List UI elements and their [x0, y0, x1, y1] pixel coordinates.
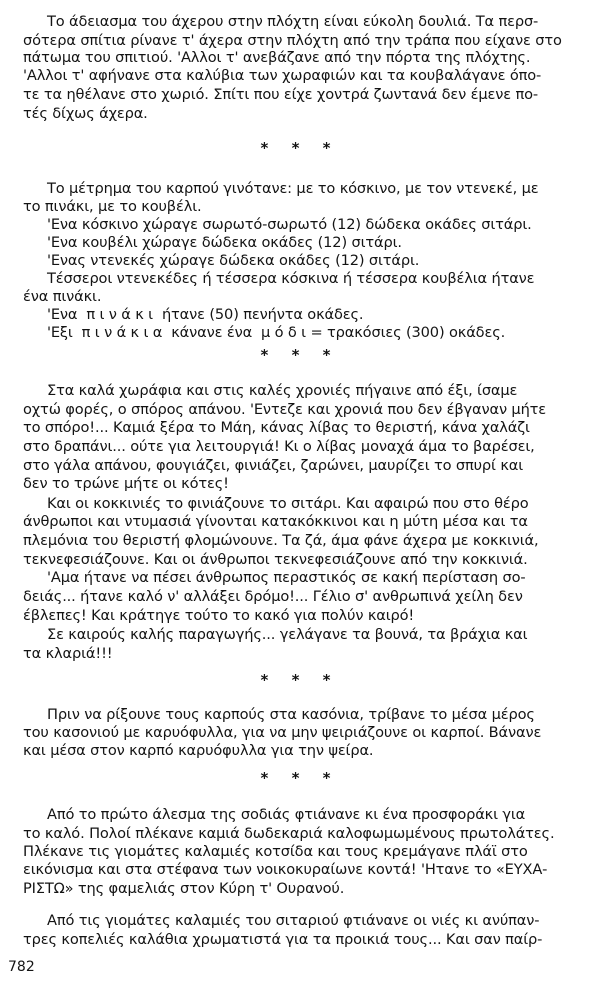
text-line: έβλεπες! Και κράτηγε τούτο το κακό για πολύν καιρό!	[23, 607, 415, 624]
section-separator: * * *	[260, 671, 340, 689]
text-line: στο δραπάνι... ούτε για λειτουργιά! Κι ο λίβας μοναχά άμα το βαρέσει,	[23, 438, 535, 455]
text-line: του κασονιού με καρυόφυλλα, για να μην ψειριάζουνε οι καρποί. Βάνανε	[23, 724, 542, 741]
text-line: Και οι κοκκινιές το φινιάζουνε το σιτάρι. Και αφαιρώ που στο θέρο	[47, 495, 529, 512]
text-line: 'Αλλοι τ' αφήνανε στα καλύβια των χωραφιών και τα κουβαλάγανε όπο-	[23, 67, 542, 84]
text-line: το πινάκι, με το κουβέλι.	[23, 198, 202, 215]
text-line: το καλό. Πολοί πλέκανε καμιά δωδεκαριά καλοφωμωμένους πρωτολάτες.	[23, 825, 555, 842]
text-line: άνθρωποι και ντυμασιά γίνονται κατακόκκινοι και η μύτη μέσα και τα	[23, 513, 528, 530]
text-line: 'Ενα κουβέλι χώραγε δώδεκα οκάδες (12) σιτάρι.	[47, 234, 402, 251]
text-line: Πλέκανε τις γιομάτες καλαμιές κοτσίδα και τους κρεμάγανε πλάϊ στο	[23, 843, 528, 860]
page-number: 782	[8, 959, 35, 975]
text-line: Το άδειασμα του άχερου στην πλόχτη είναι εύκολη δουλιά. Τα περσ-	[47, 13, 539, 30]
text-line: 'Αμα ήτανε να πέσει άνθρωπος περαστικός σε κακή περίσταση σο-	[47, 569, 526, 586]
text-line: τε τα ηθέλανε στο χωριό. Σπίτι που είχε χοντρά ζωντανά δεν έμενε πο-	[23, 86, 538, 103]
text-line: ΡΙΣΤΩ» της φαμελιάς στον Κύρη τ' Ουρανού.	[23, 880, 345, 897]
section-separator: * * *	[260, 346, 340, 364]
text-line: πάτωμα του σπιτιού. 'Αλλοι τ' ανεβάζανε από την πόρτα της πλόχτης.	[23, 49, 531, 66]
text-line: στο γάλα απάνου, φουγιάζει, φινιάζει, ζαρώνει, μαυρίζει το σπυρί και	[23, 457, 524, 474]
text-line: τές δίχως άχερα.	[23, 105, 148, 122]
text-line: Από τις γιομάτες καλαμιές του σιταριού φτιάνανε οι νιές κι ανύπαν-	[47, 912, 540, 929]
text-line: εικόνισμα και στα στέφανα των νοικοκυραίωνε κοντά! 'Ητανε το «ΕΥΧΑ-	[23, 861, 548, 878]
text-line: οχτώ φορές, ο σπόρος απάνου. 'Εντεζε και χρονιά που δεν έβγαναν μήτε	[23, 401, 547, 418]
text-line: Από το πρώτο άλεσμα της σοδιάς φτιάνανε κι ένα προσφοράκι για	[47, 806, 526, 823]
text-line: το σπόρο!... Καμιά ξέρα το Μάη, κάνας λίβας το θεριστή, κάνα χαλάζι	[23, 419, 530, 436]
text-line: Το μέτρημα του καρπού γινότανε: με το κόσκινο, με τον ντενεκέ, με	[47, 180, 539, 197]
text-line: και μέσα στον καρπό καρυόφυλλα για την ψείρα.	[23, 742, 374, 759]
text-line: 'Ενας ντενεκές χώραγε δώδεκα οκάδες (12) σιτάρι.	[47, 252, 420, 269]
text-line: δεν το τρώνε μήτε οι κότες!	[23, 475, 229, 492]
section-separator: * * *	[260, 139, 340, 157]
text-line: 'Εξι π ι ν ά κ ι α κάνανε ένα μ ό δ ι = τρακόσιες (300) οκάδες.	[47, 324, 506, 341]
text-line: 'Ενα κόσκινο χώραγε σωρωτό-σωρωτό (12) δώδεκα οκάδες σιτάρι.	[47, 216, 532, 233]
section-separator: * * *	[260, 769, 340, 787]
text-line: Στα καλά χωράφια και στις καλές χρονιές πήγαινε από έξι, ίσαμε	[47, 382, 518, 399]
text-line: τρες κοπελιές καλάθια χρωματιστά για τα προικιά τους... Και σαν παίρ-	[23, 931, 543, 948]
text-line: Σε καιρούς καλής παραγωγής... γελάγανε τα βουνά, τα βράχια και	[47, 626, 528, 643]
text-line: σότερα σπίτια ρίνανε τ' άχερα στην πλόχτη από την τράπα που είχανε στο	[23, 32, 562, 49]
text-line: Πριν να ρίξουνε τους καρπούς στα κασόνια, τρίβανε το μέσα μέρος	[47, 706, 535, 723]
text-line: πλεμόνια του θεριστή φλομώνουνε. Τα ζά, άμα φάνε άχερα με κοκκινιά,	[23, 532, 539, 549]
text-line: Τέσσεροι ντενεκέδες ή τέσσερα κόσκινα ή τέσσερα κουβέλια ήτανε	[47, 270, 535, 287]
text-line: τα κλαριά!!!	[23, 645, 113, 662]
text-line: 'Ενα π ι ν ά κ ι ήτανε (50) πενήντα οκάδες.	[47, 306, 364, 323]
text-line: δειάς... ήτανε καλό ν' αλλάξει δρόμο!... Γέλιο σ' ανθρωπινά χείλη δεν	[23, 588, 523, 605]
text-line: ένα πινάκι.	[23, 288, 102, 305]
text-line: τεκνεφεσιάζουνε. Και οι άνθρωποι τεκνεφεσιάζουνε από την κοκκινιά.	[23, 551, 528, 568]
